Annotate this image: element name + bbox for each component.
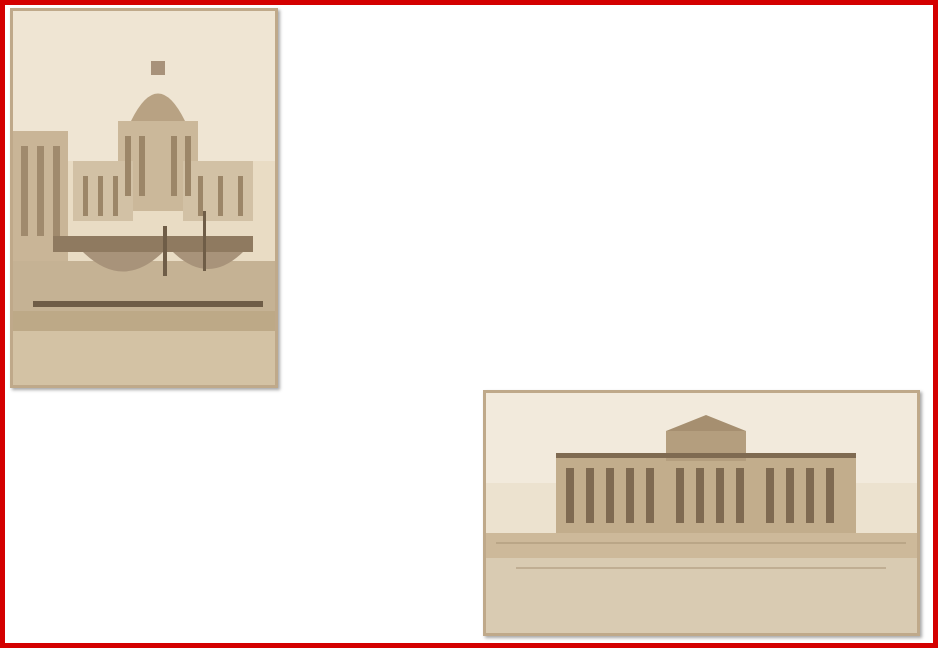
- exposition-illustration: [13, 11, 275, 385]
- photo-columbian-exposition: [10, 8, 278, 388]
- womans-building-illustration: [486, 393, 917, 633]
- photo-womans-building: [483, 390, 920, 636]
